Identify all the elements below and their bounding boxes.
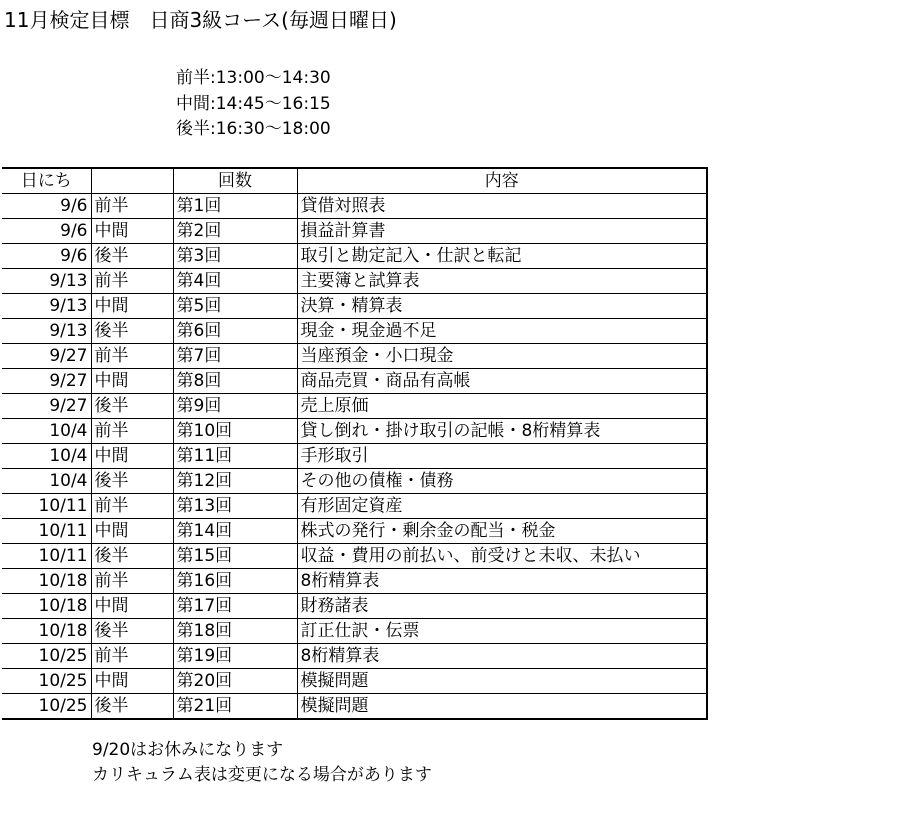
table-row [2, 194, 707, 219]
cell-number: 第8回 [173, 369, 297, 394]
cell-number: 第16回 [173, 569, 297, 594]
table-row [2, 594, 707, 619]
cell-content: 決算・精算表 [297, 294, 707, 319]
cell-date: 10/25 [2, 669, 91, 694]
cell-date: 9/13 [2, 269, 91, 294]
cell-date: 9/27 [2, 394, 91, 419]
table-row [2, 219, 707, 244]
cell-content: 取引と勘定記入・仕訳と転記 [297, 244, 707, 269]
session-times [176, 66, 331, 143]
cell-content: 売上原価 [297, 394, 707, 419]
cell-date: 10/11 [2, 494, 91, 519]
cell-content: 現金・現金過不足 [297, 319, 707, 344]
table-row [2, 319, 707, 344]
table-row [2, 294, 707, 319]
cell-number: 第5回 [173, 294, 297, 319]
cell-number: 第15回 [173, 544, 297, 569]
cell-session: 後半 [91, 619, 173, 644]
cell-content: 貸し倒れ・掛け取引の記帳・8桁精算表 [297, 419, 707, 444]
cell-session: 中間 [91, 369, 173, 394]
page-title: 11月検定目標 日商3級コース(毎週日曜日) [4, 8, 397, 32]
cell-date: 9/27 [2, 369, 91, 394]
table-row [2, 469, 707, 494]
cell-number: 第7回 [173, 344, 297, 369]
cell-content: 訂正仕訳・伝票 [297, 619, 707, 644]
cell-content: 模擬問題 [297, 669, 707, 694]
table-row [2, 244, 707, 269]
cell-session: 前半 [91, 269, 173, 294]
table-row [2, 519, 707, 544]
table-row [2, 569, 707, 594]
cell-number: 第3回 [173, 244, 297, 269]
cell-date: 9/13 [2, 319, 91, 344]
table-header-row [2, 168, 707, 194]
cell-session: 中間 [91, 444, 173, 469]
cell-content: 8桁精算表 [297, 644, 707, 669]
cell-date: 10/4 [2, 419, 91, 444]
cell-session: 前半 [91, 419, 173, 444]
cell-number: 第14回 [173, 519, 297, 544]
cell-session: 中間 [91, 669, 173, 694]
note-curriculum-change: カリキュラム表は変更になる場合があります [92, 765, 432, 785]
table-row [2, 419, 707, 444]
cell-content: 貸借対照表 [297, 194, 707, 219]
cell-content: 手形取引 [297, 444, 707, 469]
cell-date: 10/18 [2, 569, 91, 594]
cell-session: 後半 [91, 544, 173, 569]
note-holiday: 9/20はお休みになります [92, 740, 284, 760]
cell-content: 損益計算書 [297, 219, 707, 244]
cell-date: 10/25 [2, 694, 91, 720]
cell-session: 中間 [91, 594, 173, 619]
table-row [2, 494, 707, 519]
table-row [2, 394, 707, 419]
cell-session: 後半 [91, 694, 173, 720]
cell-content: 商品売買・商品有高帳 [297, 369, 707, 394]
cell-session: 中間 [91, 519, 173, 544]
notes [92, 738, 432, 788]
cell-date: 10/18 [2, 619, 91, 644]
cell-date: 10/4 [2, 444, 91, 469]
table-row [2, 369, 707, 394]
cell-session: 前半 [91, 344, 173, 369]
cell-content: 模擬問題 [297, 694, 707, 720]
cell-session: 後半 [91, 244, 173, 269]
cell-date: 9/27 [2, 344, 91, 369]
time-second-half: 後半:16:30～18:00 [176, 119, 331, 139]
cell-number: 第17回 [173, 594, 297, 619]
cell-session: 後半 [91, 319, 173, 344]
cell-number: 第2回 [173, 219, 297, 244]
cell-date: 10/11 [2, 519, 91, 544]
cell-date: 10/11 [2, 544, 91, 569]
cell-content: その他の債権・債務 [297, 469, 707, 494]
cell-content: 8桁精算表 [297, 569, 707, 594]
header-session [91, 168, 173, 194]
table-row [2, 669, 707, 694]
cell-number: 第1回 [173, 194, 297, 219]
cell-date: 9/6 [2, 219, 91, 244]
header-content: 内容 [297, 168, 707, 194]
cell-session: 後半 [91, 469, 173, 494]
cell-number: 第21回 [173, 694, 297, 720]
time-first-half: 前半:13:00～14:30 [176, 68, 331, 88]
table-row [2, 444, 707, 469]
cell-number: 第6回 [173, 319, 297, 344]
cell-session: 中間 [91, 294, 173, 319]
cell-date: 9/13 [2, 294, 91, 319]
cell-date: 10/25 [2, 644, 91, 669]
cell-number: 第13回 [173, 494, 297, 519]
table-row [2, 644, 707, 669]
cell-number: 第20回 [173, 669, 297, 694]
cell-session: 前半 [91, 494, 173, 519]
cell-number: 第19回 [173, 644, 297, 669]
cell-session: 前半 [91, 194, 173, 219]
cell-number: 第9回 [173, 394, 297, 419]
table-row [2, 344, 707, 369]
cell-number: 第10回 [173, 419, 297, 444]
table-row [2, 619, 707, 644]
cell-content: 株式の発行・剰余金の配当・税金 [297, 519, 707, 544]
cell-number: 第4回 [173, 269, 297, 294]
cell-session: 中間 [91, 219, 173, 244]
cell-number: 第18回 [173, 619, 297, 644]
table-row [2, 544, 707, 569]
cell-date: 10/18 [2, 594, 91, 619]
schedule-table [2, 167, 708, 720]
cell-content: 財務諸表 [297, 594, 707, 619]
cell-session: 後半 [91, 394, 173, 419]
table-row [2, 694, 707, 720]
cell-date: 9/6 [2, 194, 91, 219]
table-body [2, 194, 707, 720]
cell-date: 10/4 [2, 469, 91, 494]
header-number: 回数 [173, 168, 297, 194]
cell-content: 収益・費用の前払い、前受けと未収、未払い [297, 544, 707, 569]
table-row [2, 269, 707, 294]
cell-number: 第12回 [173, 469, 297, 494]
cell-session: 前半 [91, 569, 173, 594]
cell-number: 第11回 [173, 444, 297, 469]
cell-content: 当座預金・小口現金 [297, 344, 707, 369]
cell-content: 主要簿と試算表 [297, 269, 707, 294]
cell-content: 有形固定資産 [297, 494, 707, 519]
cell-session: 前半 [91, 644, 173, 669]
time-middle: 中間:14:45～16:15 [176, 93, 331, 114]
header-date: 日にち [2, 168, 91, 194]
cell-date: 9/6 [2, 244, 91, 269]
